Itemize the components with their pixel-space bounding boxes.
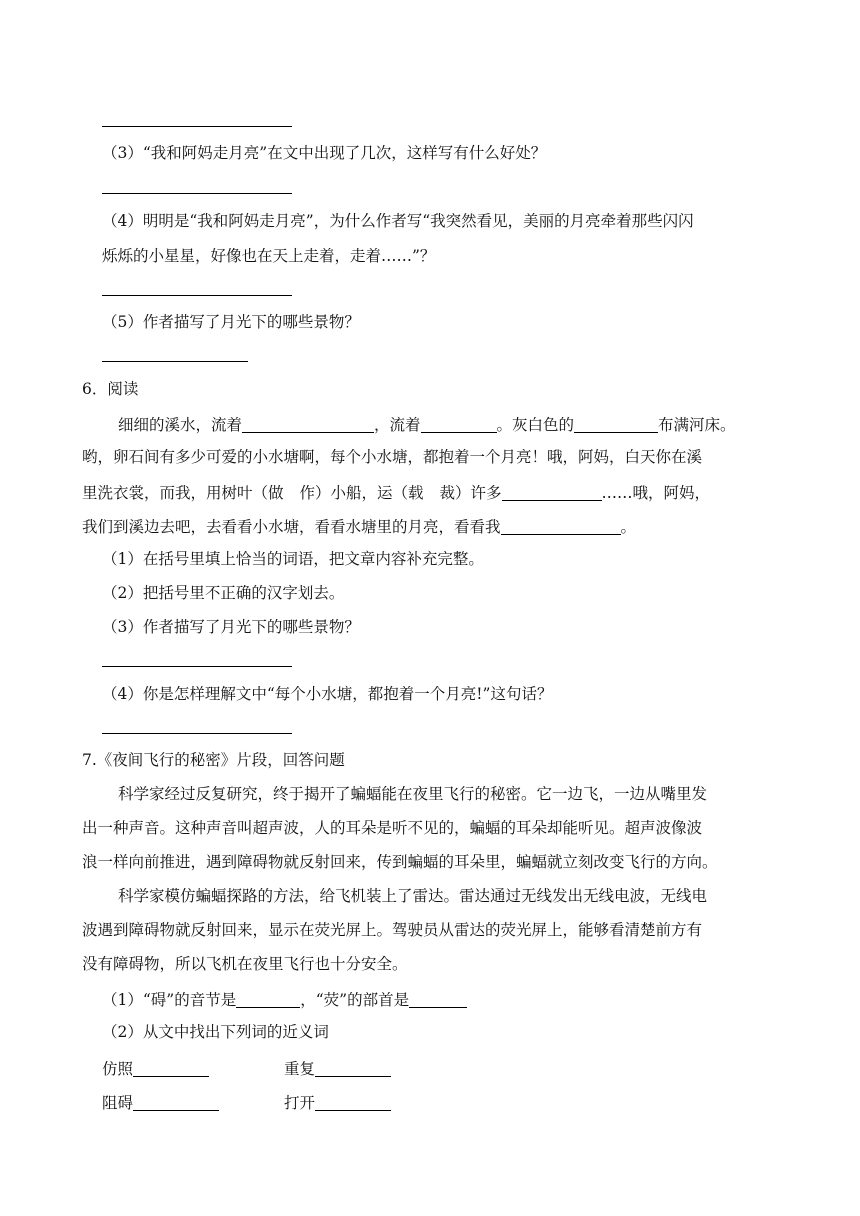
fill-blank[interactable] (501, 518, 621, 535)
fill-blank[interactable] (421, 416, 497, 433)
q7-word-3 (102, 1094, 219, 1112)
q7-text: （1）“碍”的音节是 (102, 991, 237, 1009)
answer-line[interactable] (102, 361, 248, 362)
q7-word-1 (102, 1060, 209, 1078)
fill-blank[interactable] (236, 991, 300, 1008)
q5-sub5: （5）作者描写了月光下的哪些景物？ (102, 313, 360, 331)
q7-passage-line: 浪一样向前推进，遇到障碍物就反射回来，传到蝙蝠的耳朵里，蝙蝠就立刻改变飞行的方向。 (82, 853, 718, 871)
answer-line[interactable] (102, 193, 292, 194)
q6-text: 作）小船，运（载 (299, 484, 424, 502)
answer-line[interactable] (102, 666, 292, 667)
q7-title: 7.《夜间飞行的秘密》片段，回答问题 (82, 751, 345, 769)
q7-passage-line: 出一种声音。这种声音叫超声波，人的耳朵是听不见的，蝙蝠的耳朵却能听见。超声波像波 (82, 819, 703, 837)
q5-sub4-line1: （4）明明是“我和阿妈走月亮”，为什么作者写“我突然看见，美丽的月亮牵着那些闪闪 (102, 212, 694, 230)
q6-text: 布满河床。 (658, 416, 736, 434)
q7-word-4 (284, 1094, 391, 1112)
q6-passage-line2: 哟，卵石间有多少可爱的小水塘啊，每个小水塘，都抱着一个月亮！哦，阿妈，白天你在溪 (82, 448, 703, 466)
fill-blank[interactable] (315, 1060, 391, 1077)
q5-sub4-line2: 烁烁的小星星，好像也在天上走着，走着……”？ (102, 247, 436, 265)
word-label: 重复 (284, 1060, 316, 1078)
q6-text: ……哦，阿妈， (601, 484, 711, 502)
q7-sub1 (102, 991, 467, 1009)
fill-blank[interactable] (502, 484, 602, 501)
word-label: 仿照 (102, 1060, 134, 1078)
q6-text: 裁）许多 (439, 484, 502, 502)
q6-sub3: （3）作者描写了月光下的哪些景物？ (102, 618, 360, 636)
q6-sub4: （4）你是怎样理解文中“每个小水塘，都抱着一个月亮!”这句话？ (102, 685, 553, 703)
fill-blank[interactable] (315, 1094, 391, 1111)
q6-text: 我们到溪边去吧，去看看小水塘，看看水塘里的月亮，看看我 (82, 518, 501, 536)
q7-text: ，“荧”的部首是 (300, 991, 410, 1009)
q6-sub1: （1）在括号里填上恰当的词语，把文章内容补充完整。 (102, 550, 484, 568)
q6-title: 6．阅读 (82, 380, 139, 398)
q7-sub2: （2）从文中找出下列词的近义词 (102, 1023, 329, 1041)
word-label: 打开 (284, 1094, 316, 1112)
fill-blank[interactable] (133, 1094, 219, 1111)
fill-blank[interactable] (133, 1060, 209, 1077)
q6-passage-line4 (82, 518, 636, 536)
q6-text: ，流着 (374, 416, 421, 434)
q7-passage-line: 没有障碍物，所以飞机在夜里飞行也十分安全。 (82, 955, 408, 973)
fill-blank[interactable] (574, 416, 658, 433)
q6-passage-line3 (82, 484, 710, 502)
q6-text: 。 (620, 518, 637, 536)
answer-line[interactable] (102, 733, 292, 734)
q7-passage-line: 科学家模仿蝙蝠探路的方法，给飞机装上了雷达。雷达通过无线发出无线电波，无线电 (118, 887, 708, 905)
answer-line[interactable] (102, 126, 292, 127)
q6-text: 。灰白色的 (496, 416, 575, 434)
fill-blank[interactable] (242, 416, 374, 433)
word-label: 阻碍 (102, 1094, 134, 1112)
q7-word-2 (284, 1060, 391, 1078)
q7-passage-line: 科学家经过反复研究，终于揭开了蝙蝠能在夜里飞行的秘密。它一边飞，一边从嘴里发 (118, 785, 708, 803)
q6-sub2: （2）把括号里不正确的汉字划去。 (102, 584, 345, 602)
q6-text: 细细的溪水，流着 (118, 416, 243, 434)
q6-text: 里洗衣裳，而我，用树叶（做 (82, 484, 284, 502)
q7-passage-line: 波遇到障碍物就反射回来，显示在荧光屏上。驾驶员从雷达的荧光屏上，能够看清楚前方有 (82, 921, 703, 939)
fill-blank[interactable] (409, 991, 467, 1008)
q6-passage-line1 (118, 416, 736, 434)
answer-line[interactable] (102, 295, 292, 296)
q5-sub3: （3）“我和阿妈走月亮”在文中出现了几次，这样写有什么好处？ (102, 144, 547, 162)
